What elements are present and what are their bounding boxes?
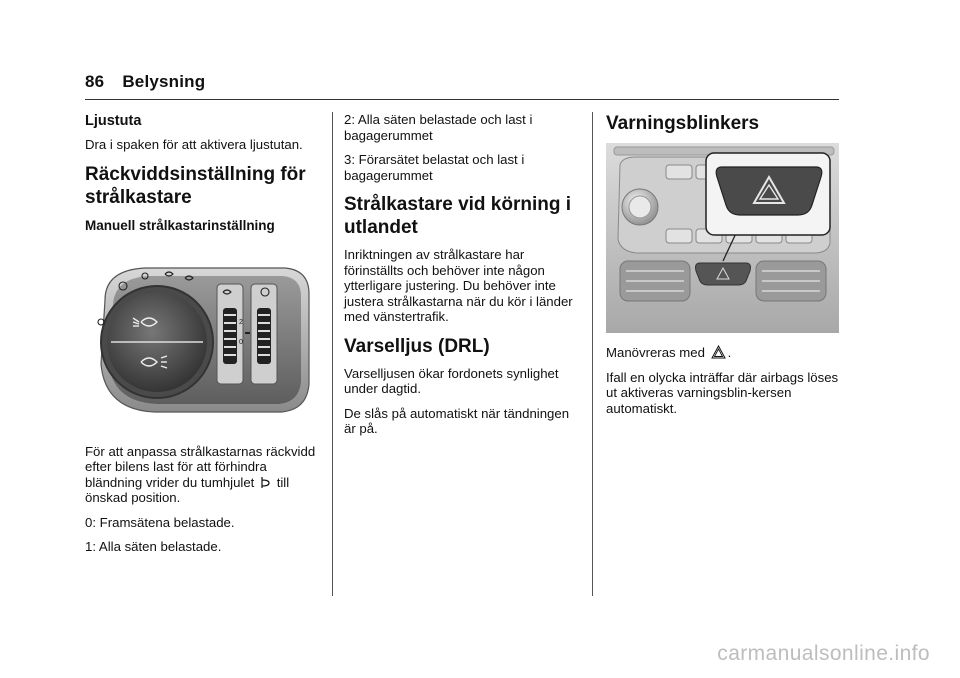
heading-ljustuta: Ljustuta <box>85 113 142 129</box>
column-divider-2 <box>592 112 593 596</box>
text-operate: Manövreras med . <box>606 345 732 360</box>
text-driving-abroad: Inriktningen av strålkastare har förinställts och behöver inte någon ytterligare justering. Du behöver inte justera strålkastarna när du kör i länder med vänstertrafik. <box>344 247 573 324</box>
column-3 <box>606 112 840 425</box>
column-1 <box>85 112 317 564</box>
page-number: 86 <box>85 72 105 91</box>
heading-hazard-lights: Varningsblinkers <box>606 113 760 134</box>
thumbwheel-icon <box>260 476 271 489</box>
page-header <box>85 72 205 92</box>
header-rule <box>85 99 839 100</box>
text-adjust <box>85 444 317 506</box>
heading-drl: Varselljus (DRL) <box>344 335 490 357</box>
text-adjust-part-2: till önskad position. <box>85 474 290 505</box>
svg-text:0: 0 <box>239 338 243 346</box>
column-divider-1 <box>332 112 333 596</box>
hazard-warning-icon <box>711 345 726 359</box>
hazard-button-illustration <box>606 143 839 333</box>
text-position-3: 3: Förarsätet belastat och last i bagagerummet <box>344 152 525 183</box>
section-title: Belysning <box>122 72 206 91</box>
text-position-2: 2: Alla säten belastade och last i bagagerummet <box>344 112 533 143</box>
text-position-0: 0: Framsätena belastade. <box>85 514 235 530</box>
heading-driving-abroad: Strålkastare vid körning i utlandet <box>344 194 572 238</box>
watermark: carmanualsonline.info <box>717 642 930 665</box>
text-position-1: 1: Alla säten belastade. <box>85 539 222 554</box>
headlight-switch-illustration <box>85 264 310 414</box>
svg-text:2: 2 <box>239 318 243 326</box>
text-operate-label: Manövreras med <box>606 345 705 360</box>
text-ljustuta: Dra i spaken för att aktivera ljustutan. <box>85 137 303 152</box>
heading-range-setting: Räckviddsinställning för strålkastare <box>85 163 306 208</box>
text-adjust-part-1: För att anpassa strålkastarnas räckvidd efter bilens last för att förhindra bländning vrider du tumhjulet <box>85 443 316 490</box>
text-airbag: Ifall en olycka inträffar där airbags löses ut aktiveras varningsblin-kersen automatiskt. <box>606 369 839 416</box>
text-drl-1: Varselljusen ökar fordonets synlighet under dagtid. <box>344 365 559 396</box>
column-2 <box>344 112 579 446</box>
text-drl-2: De slås på automatiskt när tändningen är på. <box>344 405 570 436</box>
heading-manual-setting: Manuell strålkastarinställning <box>85 217 275 233</box>
